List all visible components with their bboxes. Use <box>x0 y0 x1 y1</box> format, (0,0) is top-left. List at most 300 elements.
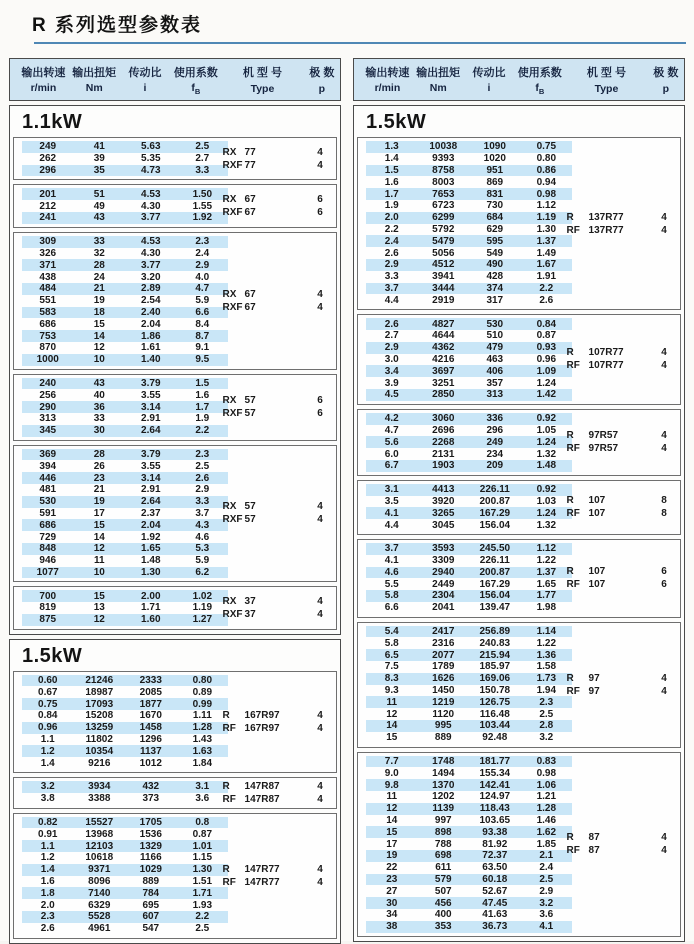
cell-factor: 1.73 <box>536 673 557 685</box>
cell-factor: 3.6 <box>195 793 210 805</box>
cell-factor: 5.9 <box>195 555 210 567</box>
cell-ratio: 124.97 <box>479 791 511 803</box>
model-series: R <box>566 495 574 507</box>
row-band <box>22 757 228 769</box>
model-line <box>223 193 332 206</box>
cell-speed: 12 <box>386 803 398 815</box>
cell-torque: 39 <box>93 153 105 165</box>
row-band <box>22 354 228 366</box>
title-underline <box>34 42 686 44</box>
param-group <box>357 480 681 535</box>
table-row <box>14 567 336 579</box>
cell-torque: 3444 <box>432 282 455 294</box>
cell-ratio: 4.30 <box>141 200 161 212</box>
row-band <box>366 425 572 437</box>
cell-torque: 2449 <box>432 578 455 590</box>
model-block <box>223 146 332 172</box>
model-series: RXF <box>222 301 243 313</box>
row-band <box>22 496 228 508</box>
model-series: RX <box>222 501 237 513</box>
model-line <box>223 876 332 889</box>
unit-torque: Nm <box>85 81 103 94</box>
table-row <box>358 602 680 614</box>
cell-speed: 5.8 <box>384 637 399 649</box>
model-poles: 6 <box>317 408 323 420</box>
cell-speed: 22 <box>386 862 398 874</box>
table-row <box>14 330 336 342</box>
model-series: RF <box>566 224 580 236</box>
table-row <box>14 745 336 757</box>
cell-speed: 241 <box>39 212 57 224</box>
cell-speed: 3.8 <box>40 793 55 805</box>
cell-factor: 8.4 <box>195 318 210 330</box>
cell-ratio: 3.14 <box>141 472 161 484</box>
row-band <box>366 460 572 472</box>
cell-factor: 6.2 <box>195 566 210 578</box>
param-group <box>13 232 337 370</box>
cell-factor: 2.3 <box>539 696 554 708</box>
cell-speed: 14 <box>386 815 398 827</box>
model-size: 67 <box>244 288 256 300</box>
table-row <box>358 791 680 803</box>
cell-torque: 3251 <box>432 377 455 389</box>
kw-section <box>9 639 341 944</box>
model-line <box>223 146 332 159</box>
cell-ratio: 490 <box>486 259 504 271</box>
cell-factor: 2.4 <box>195 247 210 259</box>
cell-factor: 3.7 <box>195 507 210 519</box>
cell-torque: 995 <box>434 720 452 732</box>
model-line <box>223 159 332 172</box>
cell-torque: 2850 <box>432 389 455 401</box>
cell-factor: 1.55 <box>192 200 213 212</box>
model-poles: 4 <box>317 501 323 513</box>
cell-factor: 0.75 <box>536 141 557 153</box>
cell-torque: 19 <box>93 295 105 307</box>
header-factor: 使用系数 <box>517 67 562 79</box>
cell-torque: 611 <box>435 862 452 874</box>
cell-torque: 3593 <box>432 543 455 555</box>
cell-factor: 1.24 <box>536 507 557 519</box>
cell-speed: 1.2 <box>40 745 55 757</box>
cell-torque: 9393 <box>432 153 455 165</box>
cell-ratio: 2.89 <box>141 283 161 295</box>
cell-ratio: 479 <box>486 342 504 354</box>
row-band <box>22 887 228 899</box>
cell-torque: 14 <box>93 330 105 342</box>
cell-ratio: 1090 <box>483 141 506 153</box>
cell-ratio: 607 <box>142 911 160 923</box>
model-size: 67 <box>244 194 256 206</box>
cell-factor: 1.85 <box>536 838 557 850</box>
cell-torque: 2268 <box>432 436 455 448</box>
row-band <box>366 247 572 259</box>
model-series: RF <box>566 360 580 372</box>
row-band <box>366 602 572 614</box>
cell-factor: 2.6 <box>539 294 554 306</box>
model-line <box>223 793 332 806</box>
model-size: 77 <box>244 159 256 171</box>
cell-speed: 446 <box>39 472 57 484</box>
cell-torque: 1219 <box>432 696 455 708</box>
row-band <box>366 283 572 295</box>
row-band <box>22 342 228 354</box>
row-band <box>366 567 572 579</box>
cell-ratio: 3.77 <box>141 259 161 271</box>
cell-factor: 2.2 <box>195 425 210 437</box>
row-band <box>22 698 228 710</box>
cell-ratio: 169.06 <box>479 673 511 685</box>
header-labels-row <box>354 63 684 81</box>
unit-model: Type <box>594 83 619 95</box>
cell-torque: 15527 <box>85 817 114 829</box>
cell-ratio: 2.04 <box>141 318 161 330</box>
cell-speed: 1.9 <box>384 200 399 212</box>
table-row <box>358 921 680 933</box>
cell-factor: 0.98 <box>536 188 557 200</box>
cell-speed: 848 <box>39 543 57 555</box>
model-series: R <box>566 211 574 223</box>
cell-ratio: 167.29 <box>479 578 511 590</box>
cell-factor: 1.51 <box>192 876 213 888</box>
cell-ratio: 1.71 <box>141 602 161 614</box>
cell-factor: 1.42 <box>536 389 557 401</box>
model-block <box>223 863 332 889</box>
row-band <box>22 923 228 935</box>
cell-factor: 0.87 <box>192 828 213 840</box>
cell-factor: 1.67 <box>536 259 557 271</box>
model-series: RXF <box>222 514 243 526</box>
model-block <box>567 494 676 520</box>
cell-speed: 23 <box>386 874 398 886</box>
model-size: 147R77 <box>244 863 280 875</box>
cell-speed: 1.4 <box>40 864 55 876</box>
row-band <box>22 531 228 543</box>
cell-torque: 14 <box>93 531 105 543</box>
row-band <box>366 637 572 649</box>
cell-torque: 40 <box>93 389 105 401</box>
cell-torque: 12 <box>93 614 105 626</box>
model-poles: 4 <box>661 832 667 844</box>
cell-factor: 4.3 <box>195 519 210 531</box>
cell-factor: 2.3 <box>195 448 210 460</box>
row-band <box>22 153 228 165</box>
cell-speed: 1.6 <box>40 876 55 888</box>
cell-torque: 1494 <box>432 767 455 779</box>
cell-speed: 1.3 <box>384 141 399 153</box>
table-row <box>358 626 680 638</box>
row-band <box>366 543 572 555</box>
cell-factor: 1.21 <box>536 791 557 803</box>
model-poles: 4 <box>317 709 323 721</box>
cell-ratio: 215.94 <box>479 649 511 661</box>
table-row <box>14 460 336 472</box>
header-pole: 极 数 <box>653 67 679 79</box>
table-row <box>358 165 680 177</box>
table-row <box>14 840 336 852</box>
cell-factor: 0.83 <box>536 756 557 768</box>
cell-speed: 0.91 <box>38 828 58 840</box>
cell-ratio: 1329 <box>139 840 162 852</box>
cell-factor: 3.3 <box>195 496 210 508</box>
cell-torque: 7140 <box>88 887 111 899</box>
cell-speed: 946 <box>39 555 57 567</box>
cell-torque: 2919 <box>432 294 455 306</box>
model-block <box>223 709 332 735</box>
cell-factor: 0.94 <box>536 176 557 188</box>
model-size: 97R57 <box>588 443 618 455</box>
header-speed: 输出转速 <box>21 67 66 79</box>
cell-speed: 0.96 <box>38 722 58 734</box>
cell-factor: 1.02 <box>192 590 213 602</box>
cell-torque: 10038 <box>429 141 458 153</box>
row-band <box>366 708 572 720</box>
cell-factor: 1.50 <box>192 188 213 200</box>
model-poles: 6 <box>661 579 667 591</box>
model-poles: 4 <box>317 301 323 313</box>
cell-factor: 2.9 <box>195 259 210 271</box>
table-row <box>358 519 680 531</box>
cell-factor: 2.5 <box>539 874 554 886</box>
cell-ratio: 245.50 <box>479 543 511 555</box>
model-series: RF <box>566 845 580 857</box>
cell-torque: 36 <box>93 401 105 413</box>
model-line <box>567 672 676 685</box>
row-band <box>22 508 228 520</box>
cell-torque: 43 <box>93 212 105 224</box>
cell-ratio: 63.50 <box>482 862 508 874</box>
right-column-body <box>353 105 685 942</box>
row-band <box>22 330 228 342</box>
model-size: 67 <box>244 301 256 313</box>
model-size: 147R87 <box>244 780 280 792</box>
cell-torque: 4827 <box>432 318 455 330</box>
cell-torque: 12103 <box>85 840 114 852</box>
cell-ratio: 784 <box>142 887 160 899</box>
cell-factor: 3.2 <box>539 897 554 909</box>
cell-factor: 1.05 <box>536 424 557 436</box>
cell-speed: 530 <box>39 496 57 508</box>
table-row <box>14 484 336 496</box>
cell-ratio: 373 <box>142 793 160 805</box>
table-row <box>358 377 680 389</box>
model-block <box>223 394 332 420</box>
model-line <box>567 507 676 520</box>
row-band <box>22 828 228 840</box>
column-header <box>353 58 685 101</box>
cell-factor: 1.49 <box>536 247 557 259</box>
table-row <box>14 354 336 366</box>
model-line <box>223 407 332 420</box>
cell-factor: 2.7 <box>195 153 210 165</box>
row-band <box>22 817 228 829</box>
row-band <box>22 248 228 260</box>
model-size: 147R77 <box>244 876 280 888</box>
cell-ratio: 200.87 <box>479 495 511 507</box>
cell-factor: 4.6 <box>195 531 210 543</box>
cell-torque: 1370 <box>432 779 455 791</box>
param-group <box>13 374 337 441</box>
cell-torque: 28 <box>93 448 105 460</box>
row-band <box>366 756 572 768</box>
cell-ratio: 139.47 <box>479 602 511 614</box>
row-band <box>366 342 572 354</box>
cell-speed: 262 <box>39 153 57 165</box>
cell-factor: 1.62 <box>536 826 557 838</box>
table-row <box>14 236 336 248</box>
cell-ratio: 3.79 <box>141 377 161 389</box>
param-group <box>13 586 337 629</box>
row-band <box>22 200 228 212</box>
left-column-body <box>9 105 341 944</box>
cell-factor: 5.3 <box>195 543 210 555</box>
cell-torque: 1789 <box>432 661 455 673</box>
table-row <box>358 247 680 259</box>
table-row <box>358 235 680 247</box>
row-band <box>366 626 572 638</box>
table-row <box>358 720 680 732</box>
cell-speed: 5.8 <box>384 590 399 602</box>
cell-factor: 0.84 <box>536 318 557 330</box>
cell-ratio: 103.65 <box>479 815 511 827</box>
cell-torque: 4413 <box>432 484 455 496</box>
cell-ratio: 3.55 <box>141 460 161 472</box>
table-row <box>358 389 680 401</box>
model-poles: 4 <box>317 863 323 875</box>
param-group <box>357 752 681 937</box>
model-poles: 4 <box>661 443 667 455</box>
row-band <box>22 567 228 579</box>
header-ratio: 传动比 <box>128 67 162 79</box>
cell-ratio: 549 <box>486 247 504 259</box>
cell-torque: 49 <box>93 200 105 212</box>
cell-ratio: 889 <box>142 876 160 888</box>
model-line <box>567 359 676 372</box>
row-band <box>22 141 228 153</box>
row-band <box>22 188 228 200</box>
cell-ratio: 1012 <box>139 757 162 769</box>
cell-factor: 2.8 <box>539 720 554 732</box>
cell-torque: 33 <box>93 236 105 248</box>
cell-speed: 2.6 <box>40 923 55 935</box>
row-band <box>22 793 228 805</box>
cell-ratio: 2.64 <box>141 496 161 508</box>
model-series: RX <box>222 194 237 206</box>
header-labels-row <box>10 63 340 81</box>
model-size: 87 <box>588 845 600 857</box>
table-row <box>14 911 336 923</box>
model-block <box>223 500 332 526</box>
row-band <box>366 507 572 519</box>
model-line <box>567 831 676 844</box>
cell-torque: 1139 <box>432 803 455 815</box>
cell-speed: 296 <box>39 164 57 176</box>
model-line <box>223 608 332 621</box>
model-poles: 4 <box>661 347 667 359</box>
row-band <box>366 897 572 909</box>
cell-torque: 5479 <box>432 235 455 247</box>
model-size: 137R77 <box>588 224 624 236</box>
model-size: 107 <box>588 579 606 591</box>
row-band <box>366 555 572 567</box>
cell-ratio: 1.86 <box>141 330 161 342</box>
model-size: 87 <box>588 832 600 844</box>
cell-ratio: 510 <box>486 330 504 342</box>
header-units-row <box>354 81 684 97</box>
row-band <box>22 389 228 401</box>
model-size: 57 <box>244 501 256 513</box>
cell-torque: 2304 <box>432 590 455 602</box>
cell-speed: 6.6 <box>384 602 399 614</box>
cell-factor: 1.09 <box>536 365 557 377</box>
param-group <box>13 671 337 773</box>
cell-factor: 4.0 <box>195 271 210 283</box>
cell-ratio: 36.73 <box>482 921 508 933</box>
table-row <box>358 271 680 283</box>
cell-ratio: 1458 <box>139 722 162 734</box>
cell-factor: 1.94 <box>536 685 557 697</box>
table-row <box>358 294 680 306</box>
cell-factor: 2.2 <box>195 911 210 923</box>
table-row <box>358 188 680 200</box>
cell-ratio: 1877 <box>139 698 162 710</box>
cell-speed: 1.8 <box>40 887 55 899</box>
cell-ratio: 249 <box>486 436 504 448</box>
cell-torque: 15 <box>93 318 105 330</box>
model-line <box>567 565 676 578</box>
cell-torque: 1748 <box>432 756 455 768</box>
cell-torque: 7653 <box>432 188 455 200</box>
model-series: R <box>566 566 574 578</box>
param-group <box>357 622 681 748</box>
cell-speed: 4.5 <box>384 389 399 401</box>
model-series: R <box>222 863 230 875</box>
table-row <box>14 817 336 829</box>
model-poles: 4 <box>317 288 323 300</box>
cell-torque: 1120 <box>432 708 455 720</box>
row-band <box>22 283 228 295</box>
table-row <box>14 449 336 461</box>
cell-factor: 4.7 <box>195 283 210 295</box>
cell-factor: 1.43 <box>192 734 213 746</box>
cell-ratio: 3.14 <box>141 401 161 413</box>
model-block <box>223 595 332 621</box>
cell-ratio: 730 <box>486 200 504 212</box>
cell-torque: 2316 <box>432 637 455 649</box>
model-block <box>567 565 676 591</box>
cell-factor: 1.28 <box>192 722 213 734</box>
cell-ratio: 142.41 <box>479 779 511 791</box>
cell-speed: 5.4 <box>384 626 399 638</box>
cell-factor: 1.24 <box>536 436 557 448</box>
cell-torque: 9216 <box>88 757 111 769</box>
kw-section <box>353 105 685 942</box>
cell-factor: 3.1 <box>195 781 210 793</box>
model-line <box>567 429 676 442</box>
kw-section-heading: 1.5kW <box>366 111 427 133</box>
row-band <box>366 661 572 673</box>
model-size: 107 <box>588 495 606 507</box>
model-poles: 4 <box>317 722 323 734</box>
cell-torque: 9371 <box>88 864 111 876</box>
cell-factor: 8.7 <box>195 330 210 342</box>
model-line <box>567 685 676 698</box>
model-series: R <box>222 780 230 792</box>
cell-ratio: 547 <box>142 923 160 935</box>
table-row <box>358 460 680 472</box>
unit-model: Type <box>250 83 275 95</box>
unit-factor: $f_B$ <box>535 81 545 97</box>
